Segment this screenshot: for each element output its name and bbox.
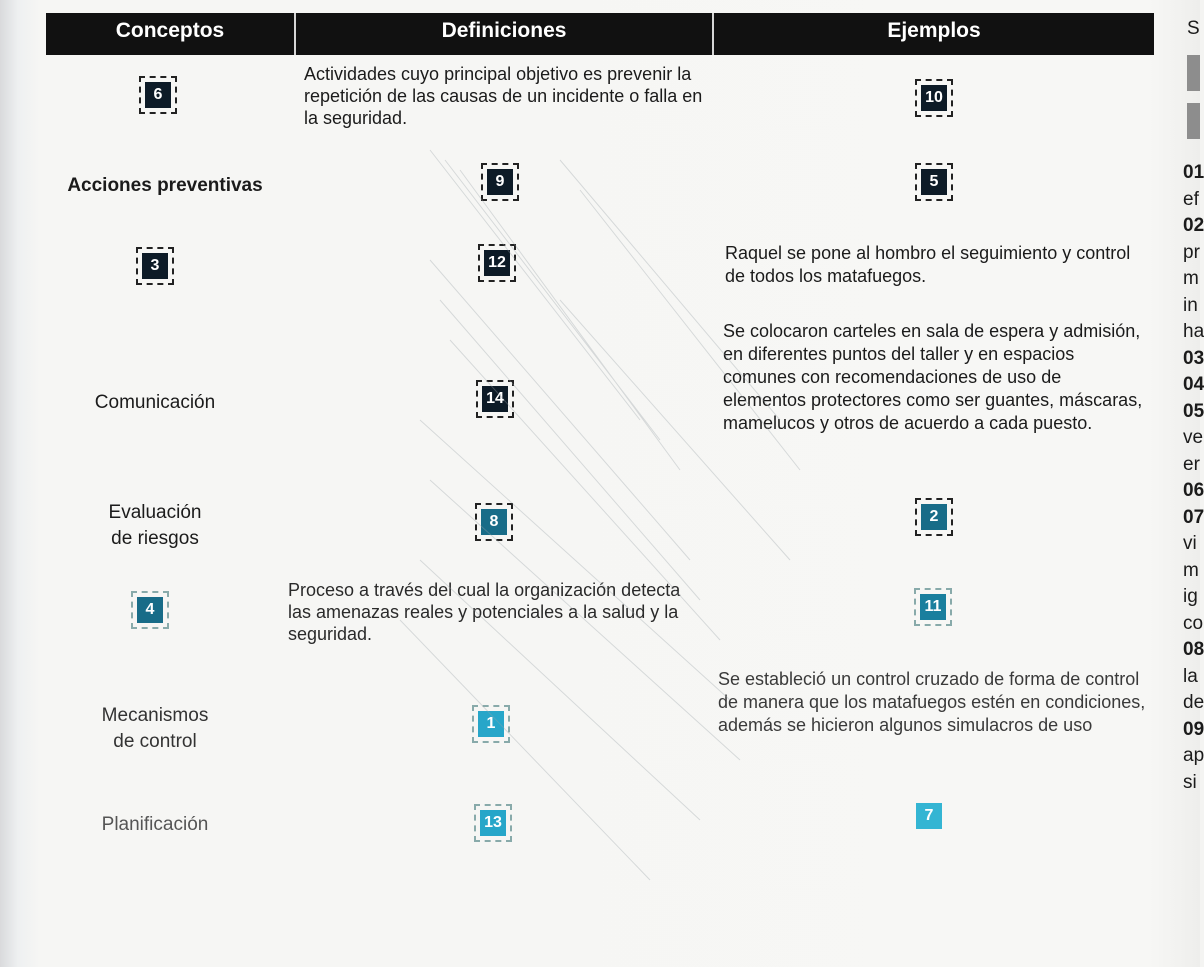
concept-line: de control [113, 731, 197, 752]
box-number: 4 [137, 597, 163, 623]
box-number: 7 [916, 803, 942, 829]
sidebar-thumbnail[interactable] [1187, 55, 1200, 91]
box-number: 5 [921, 169, 947, 195]
box-number: 10 [921, 85, 947, 111]
sidebar-line: m [1183, 559, 1199, 581]
concept-line: Mecanismos [101, 705, 209, 726]
sidebar-line: la [1183, 665, 1198, 687]
box-number: 6 [145, 82, 171, 108]
example-1: Raquel se pone al hombro el seguimiento y control de todos los matafuegos. [725, 243, 1131, 286]
sidebar-line: ha [1183, 321, 1204, 342]
box-number: 1 [478, 711, 504, 737]
drop-box-5[interactable] [915, 163, 953, 201]
drop-box-2[interactable] [915, 498, 953, 536]
concept-evaluacion-riesgos [70, 500, 240, 552]
sidebar-line: ig [1183, 586, 1198, 607]
drop-box-4[interactable] [131, 591, 169, 629]
concept-comunicacion: Comunicación [94, 392, 216, 413]
drop-box-10[interactable] [915, 79, 953, 117]
sidebar-line: ve [1183, 427, 1204, 448]
header-definiciones: Definiciones [296, 13, 714, 55]
drop-box-14[interactable] [476, 380, 514, 418]
box-number: 11 [920, 594, 946, 620]
example-2: Se colocaron carteles en sala de espera y admisión, en diferentes puntos del taller y en espacios comunes con recomendaciones de uso de elementos protectores como ser guantes, máscaras, mamelucos y otros de acuerdo a cada puesto. [723, 321, 1143, 433]
definition-1: Actividades cuyo principal objetivo es prevenir la repetición de las causas de un incidente o falla en la seguridad. [304, 64, 703, 128]
sidebar-line: co [1183, 612, 1204, 634]
sidebar-text [1183, 160, 1204, 796]
sidebar-line: 07 [1183, 506, 1204, 528]
header-conceptos: Conceptos [46, 13, 296, 55]
concept-acciones-preventivas: Acciones preventivas [67, 175, 263, 196]
sidebar-line: in [1183, 294, 1198, 316]
sidebar-line: 02 [1183, 215, 1204, 236]
concept-line: Evaluación [108, 502, 202, 523]
box-number: 2 [921, 504, 947, 530]
box-number: 12 [484, 250, 510, 276]
box-number: 9 [487, 169, 513, 195]
sidebar-line: vi [1183, 533, 1197, 554]
sidebar-line: m [1183, 268, 1199, 289]
sidebar-line: 08 [1183, 639, 1204, 660]
concept-planificacion: Planificación [101, 814, 209, 835]
sidebar-line: 04 [1183, 374, 1204, 395]
drop-box-12[interactable] [478, 244, 516, 282]
header-ejemplos: Ejemplos [887, 19, 981, 42]
sidebar-line: er [1183, 453, 1200, 475]
sidebar-line: 09 [1183, 718, 1204, 740]
sidebar-line: ap [1183, 745, 1204, 766]
box-number: 8 [481, 509, 507, 535]
drop-box-7[interactable] [910, 797, 948, 835]
concept-line: de riesgos [111, 528, 199, 549]
sidebar-line: 01 [1183, 162, 1204, 183]
sidebar-line: 06 [1183, 480, 1204, 501]
sidebar-line: de [1183, 692, 1204, 713]
drop-box-6[interactable] [139, 76, 177, 114]
box-number: 13 [480, 810, 506, 836]
sidebar-line: 03 [1183, 347, 1204, 369]
box-number: 14 [482, 386, 508, 412]
drop-box-3[interactable] [136, 247, 174, 285]
sidebar-thumbnail[interactable] [1187, 103, 1200, 139]
example-3: Se estableció un control cruzado de forma de control de manera que los matafuegos estén en condiciones, además se hicieron algunos simulacros de uso [718, 669, 1146, 735]
drop-box-9[interactable] [481, 163, 519, 201]
table-header [46, 13, 1154, 55]
concept-mecanismos-control [60, 703, 250, 755]
drop-box-8[interactable] [475, 503, 513, 541]
definition-2: Proceso a través del cual la organización detecta las amenazas reales y potenciales a la salud y la seguridad. [288, 580, 681, 644]
sidebar-line: ef [1183, 188, 1199, 210]
sidebar-title: S [1187, 18, 1200, 39]
sidebar-line: 05 [1183, 400, 1204, 422]
drop-box-11[interactable] [914, 588, 952, 626]
drop-box-1[interactable] [472, 705, 510, 743]
drop-box-13[interactable] [474, 804, 512, 842]
sidebar-line: si [1183, 771, 1197, 793]
sidebar-line: pr [1183, 241, 1200, 263]
box-number: 3 [142, 253, 168, 279]
